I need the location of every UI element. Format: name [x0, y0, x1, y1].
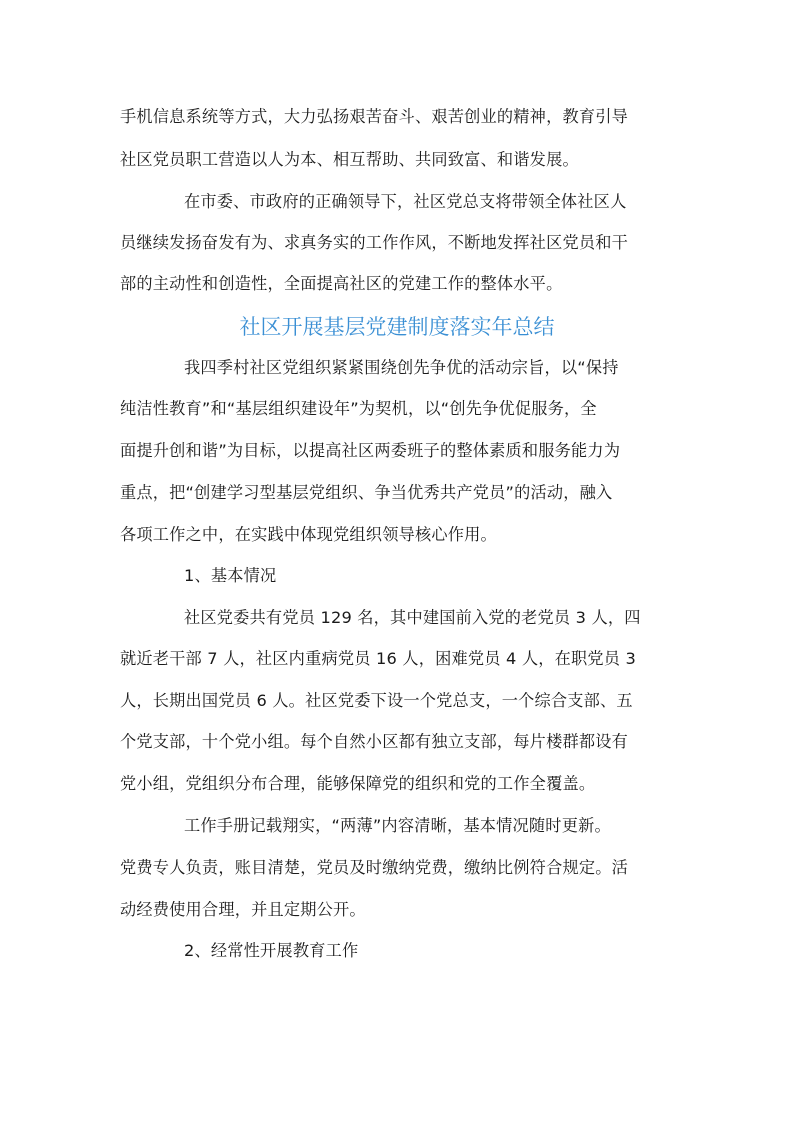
para2-line-1: 社区党委共有党员 129 名，其中建国前入党的老党员 3 人，四	[184, 608, 641, 627]
para1-line-5: 各项工作之中，在实践中体现党组织领导核心作用。	[120, 525, 497, 544]
para3-line-1: 工作手册记载翔实，“两薄”内容清晰，基本情况随时更新。	[184, 816, 611, 835]
section-heading-1: 1、基本情况	[184, 566, 277, 585]
para3-line-2: 党费专人负责，账目清楚，党员及时缴纳党费，缴纳比例符合规定。活	[120, 858, 629, 877]
para3-line-3: 动经费使用合理，并且定期公开。	[120, 900, 366, 919]
para1-line-4: 重点，把“创建学习型基层党组织、争当优秀共产党员”的活动，融入	[120, 483, 613, 502]
para2-line-2: 就近老干部 7 人，社区内重病党员 16 人，困难党员 4 人，在职党员 3	[120, 649, 636, 668]
intro-line-4: 员继续发扬奋发有为、求真务实的工作作风，不断地发挥社区党员和干	[120, 233, 629, 252]
section-heading-2: 2、经常性开展教育工作	[184, 941, 359, 960]
para1-line-1: 我四季村社区党组织紧紧围绕创先争优的活动宗旨，以“保持	[184, 358, 619, 377]
intro-line-5: 部的主动性和创造性，全面提高社区的党建工作的整体水平。	[120, 274, 563, 293]
para1-line-2: 纯洁性教育”和“基层组织建设年”为契机，以“创先争优促服务，全	[120, 399, 597, 418]
para2-line-5: 党小组，党组织分布合理，能够保障党的组织和党的工作全覆盖。	[120, 774, 596, 793]
intro-line-1: 手机信息系统等方式，大力弘扬艰苦奋斗、艰苦创业的精神，教育引导	[120, 107, 629, 126]
para1-line-3: 面提升创和谐”为目标，以提高社区两委班子的整体素质和服务能力为	[120, 441, 621, 460]
intro-line-2: 社区党员职工营造以人为本、相互帮助、共同致富、和谐发展。	[120, 150, 579, 169]
intro-line-3: 在市委、市政府的正确领导下，社区党总支将带领全体社区人	[184, 192, 627, 211]
page-title: 社区开展基层党建制度落实年总结	[239, 315, 555, 339]
para2-line-3: 人，长期出国党员 6 人。社区党委下设一个党总支，一个综合支部、五	[120, 691, 633, 710]
para2-line-4: 个党支部，十个党小组。每个自然小区都有独立支部，每片楼群都设有	[120, 732, 629, 751]
